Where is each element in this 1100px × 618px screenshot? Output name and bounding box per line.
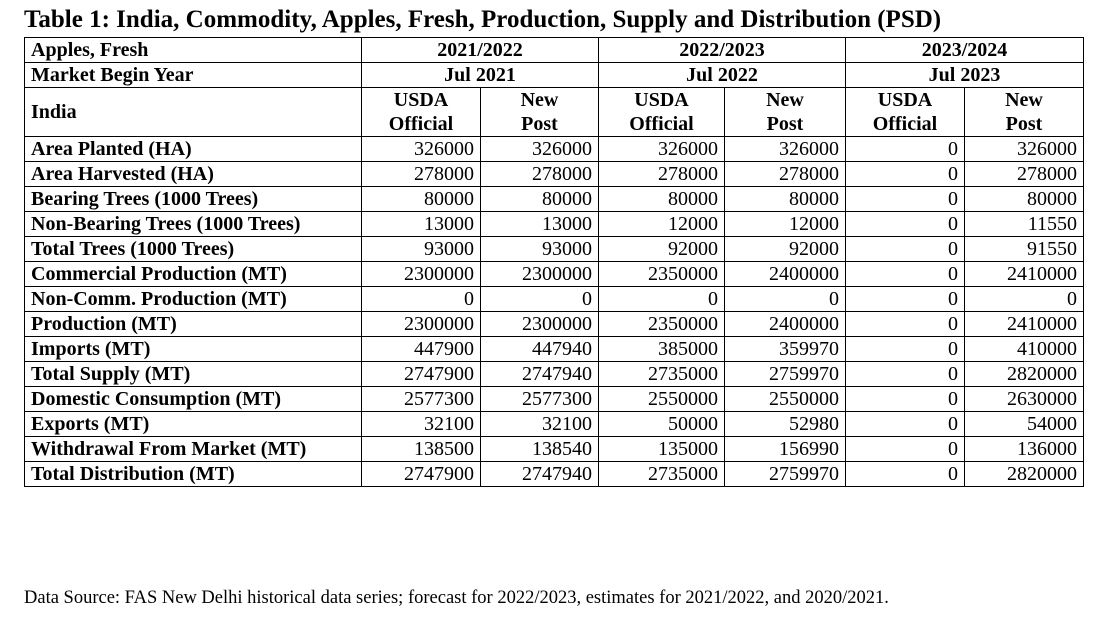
cell-value: 0 (846, 412, 965, 437)
cell-value: 12000 (725, 212, 846, 237)
table-title: Table 1: India, Commodity, Apples, Fresh, Production, Supply and Distribution (PSD) (24, 6, 942, 33)
year-header: 2021/2022 (362, 38, 599, 63)
cell-value: 0 (725, 287, 846, 312)
column-header-top: USDA (393, 89, 449, 111)
cell-value: 80000 (481, 187, 599, 212)
table-row (25, 387, 1084, 412)
cell-value: 0 (599, 287, 725, 312)
column-header (725, 88, 846, 137)
cell-value: 2735000 (599, 362, 725, 387)
cell-value: 2550000 (725, 387, 846, 412)
cell-value: 2550000 (599, 387, 725, 412)
table-row (25, 262, 1084, 287)
table-row (25, 237, 1084, 262)
country-label: India (25, 88, 362, 137)
cell-value: 278000 (965, 162, 1084, 187)
row-label: Bearing Trees (1000 Trees) (25, 187, 362, 212)
row-label: Domestic Consumption (MT) (25, 387, 362, 412)
cell-value: 447940 (481, 337, 599, 362)
header-row-market-begin (25, 63, 1084, 88)
row-label: Area Harvested (HA) (25, 162, 362, 187)
row-label: Area Planted (HA) (25, 137, 362, 162)
cell-value: 2410000 (965, 262, 1084, 287)
row-label: Commercial Production (MT) (25, 262, 362, 287)
cell-value: 52980 (725, 412, 846, 437)
column-header-bottom: Post (1005, 113, 1043, 135)
cell-value: 0 (846, 137, 965, 162)
table-row (25, 362, 1084, 387)
cell-value: 2410000 (965, 312, 1084, 337)
cell-value: 2577300 (481, 387, 599, 412)
header-row-years (25, 38, 1084, 63)
column-header-top: USDA (634, 89, 689, 111)
cell-value: 2300000 (362, 312, 481, 337)
column-header-top: New (1005, 89, 1043, 111)
cell-value: 2747940 (481, 462, 599, 487)
cell-value: 2735000 (599, 462, 725, 487)
row-label: Exports (MT) (25, 412, 362, 437)
cell-value: 2350000 (599, 262, 725, 287)
cell-value: 2759970 (725, 462, 846, 487)
cell-value: 80000 (362, 187, 481, 212)
commodity-label: Apples, Fresh (25, 38, 362, 63)
cell-value: 278000 (725, 162, 846, 187)
table-row (25, 412, 1084, 437)
cell-value: 326000 (725, 137, 846, 162)
cell-value: 0 (846, 437, 965, 462)
cell-value: 156990 (725, 437, 846, 462)
cell-value: 0 (846, 187, 965, 212)
cell-value: 385000 (599, 337, 725, 362)
cell-value: 50000 (599, 412, 725, 437)
cell-value: 80000 (965, 187, 1084, 212)
column-header-top: USDA (877, 89, 933, 111)
cell-value: 2747900 (362, 462, 481, 487)
cell-value: 0 (846, 212, 965, 237)
column-header (362, 88, 481, 137)
year-header: 2023/2024 (846, 38, 1084, 63)
cell-value: 2400000 (725, 312, 846, 337)
table-row (25, 312, 1084, 337)
cell-value: 0 (846, 237, 965, 262)
column-header-bottom: Post (766, 113, 804, 135)
cell-value: 0 (846, 387, 965, 412)
data-source-note: Data Source: FAS New Delhi historical data series; forecast for 2022/2023, estimates for 2021/2022, and 2020/2021. (24, 588, 889, 608)
header-row-columns (25, 88, 1084, 137)
row-label: Imports (MT) (25, 337, 362, 362)
cell-value: 2350000 (599, 312, 725, 337)
cell-value: 92000 (725, 237, 846, 262)
cell-value: 359970 (725, 337, 846, 362)
cell-value: 2820000 (965, 462, 1084, 487)
row-label: Withdrawal From Market (MT) (25, 437, 362, 462)
cell-value: 447900 (362, 337, 481, 362)
table-row (25, 337, 1084, 362)
cell-value: 2630000 (965, 387, 1084, 412)
cell-value: 326000 (481, 137, 599, 162)
cell-value: 2300000 (362, 262, 481, 287)
cell-value: 278000 (599, 162, 725, 187)
cell-value: 2577300 (362, 387, 481, 412)
cell-value: 326000 (965, 137, 1084, 162)
cell-value: 93000 (481, 237, 599, 262)
row-label: Production (MT) (25, 312, 362, 337)
column-header (481, 88, 599, 137)
cell-value: 91550 (965, 237, 1084, 262)
cell-value: 11550 (965, 212, 1084, 237)
cell-value: 138540 (481, 437, 599, 462)
cell-value: 0 (481, 287, 599, 312)
cell-value: 0 (846, 287, 965, 312)
column-header-bottom: Post (521, 113, 558, 135)
row-label: Non-Comm. Production (MT) (25, 287, 362, 312)
table-row (25, 437, 1084, 462)
cell-value: 2759970 (725, 362, 846, 387)
cell-value: 410000 (965, 337, 1084, 362)
cell-value: 0 (846, 462, 965, 487)
table-row (25, 162, 1084, 187)
cell-value: 2300000 (481, 262, 599, 287)
cell-value: 2747900 (362, 362, 481, 387)
cell-value: 0 (846, 262, 965, 287)
row-label: Total Distribution (MT) (25, 462, 362, 487)
cell-value: 0 (965, 287, 1084, 312)
market-begin-value: Jul 2022 (599, 63, 846, 88)
cell-value: 12000 (599, 212, 725, 237)
table-row (25, 287, 1084, 312)
column-header-top: New (766, 89, 804, 111)
cell-value: 54000 (965, 412, 1084, 437)
table-row (25, 212, 1084, 237)
table-row (25, 187, 1084, 212)
cell-value: 80000 (725, 187, 846, 212)
cell-value: 0 (846, 162, 965, 187)
cell-value: 326000 (599, 137, 725, 162)
cell-value: 93000 (362, 237, 481, 262)
cell-value: 32100 (481, 412, 599, 437)
cell-value: 13000 (362, 212, 481, 237)
cell-value: 278000 (481, 162, 599, 187)
year-header: 2022/2023 (599, 38, 846, 63)
cell-value: 80000 (599, 187, 725, 212)
column-header-bottom: Official (629, 113, 694, 135)
cell-value: 0 (846, 362, 965, 387)
column-header-top: New (520, 89, 559, 111)
cell-value: 135000 (599, 437, 725, 462)
market-begin-value: Jul 2023 (846, 63, 1084, 88)
row-label: Total Supply (MT) (25, 362, 362, 387)
cell-value: 326000 (362, 137, 481, 162)
market-begin-label: Market Begin Year (25, 63, 362, 88)
column-header (965, 88, 1084, 137)
cell-value: 2747940 (481, 362, 599, 387)
market-begin-value: Jul 2021 (362, 63, 599, 88)
cell-value: 0 (846, 312, 965, 337)
cell-value: 2300000 (481, 312, 599, 337)
cell-value: 0 (846, 337, 965, 362)
column-header (846, 88, 965, 137)
psd-table (24, 37, 1084, 487)
column-header (599, 88, 725, 137)
table-row (25, 462, 1084, 487)
column-header-bottom: Official (872, 113, 938, 135)
cell-value: 92000 (599, 237, 725, 262)
row-label: Non-Bearing Trees (1000 Trees) (25, 212, 362, 237)
row-label: Total Trees (1000 Trees) (25, 237, 362, 262)
cell-value: 138500 (362, 437, 481, 462)
cell-value: 136000 (965, 437, 1084, 462)
column-header-bottom: Official (388, 113, 454, 135)
cell-value: 2820000 (965, 362, 1084, 387)
cell-value: 0 (362, 287, 481, 312)
cell-value: 32100 (362, 412, 481, 437)
cell-value: 278000 (362, 162, 481, 187)
cell-value: 13000 (481, 212, 599, 237)
table-row (25, 137, 1084, 162)
cell-value: 2400000 (725, 262, 846, 287)
